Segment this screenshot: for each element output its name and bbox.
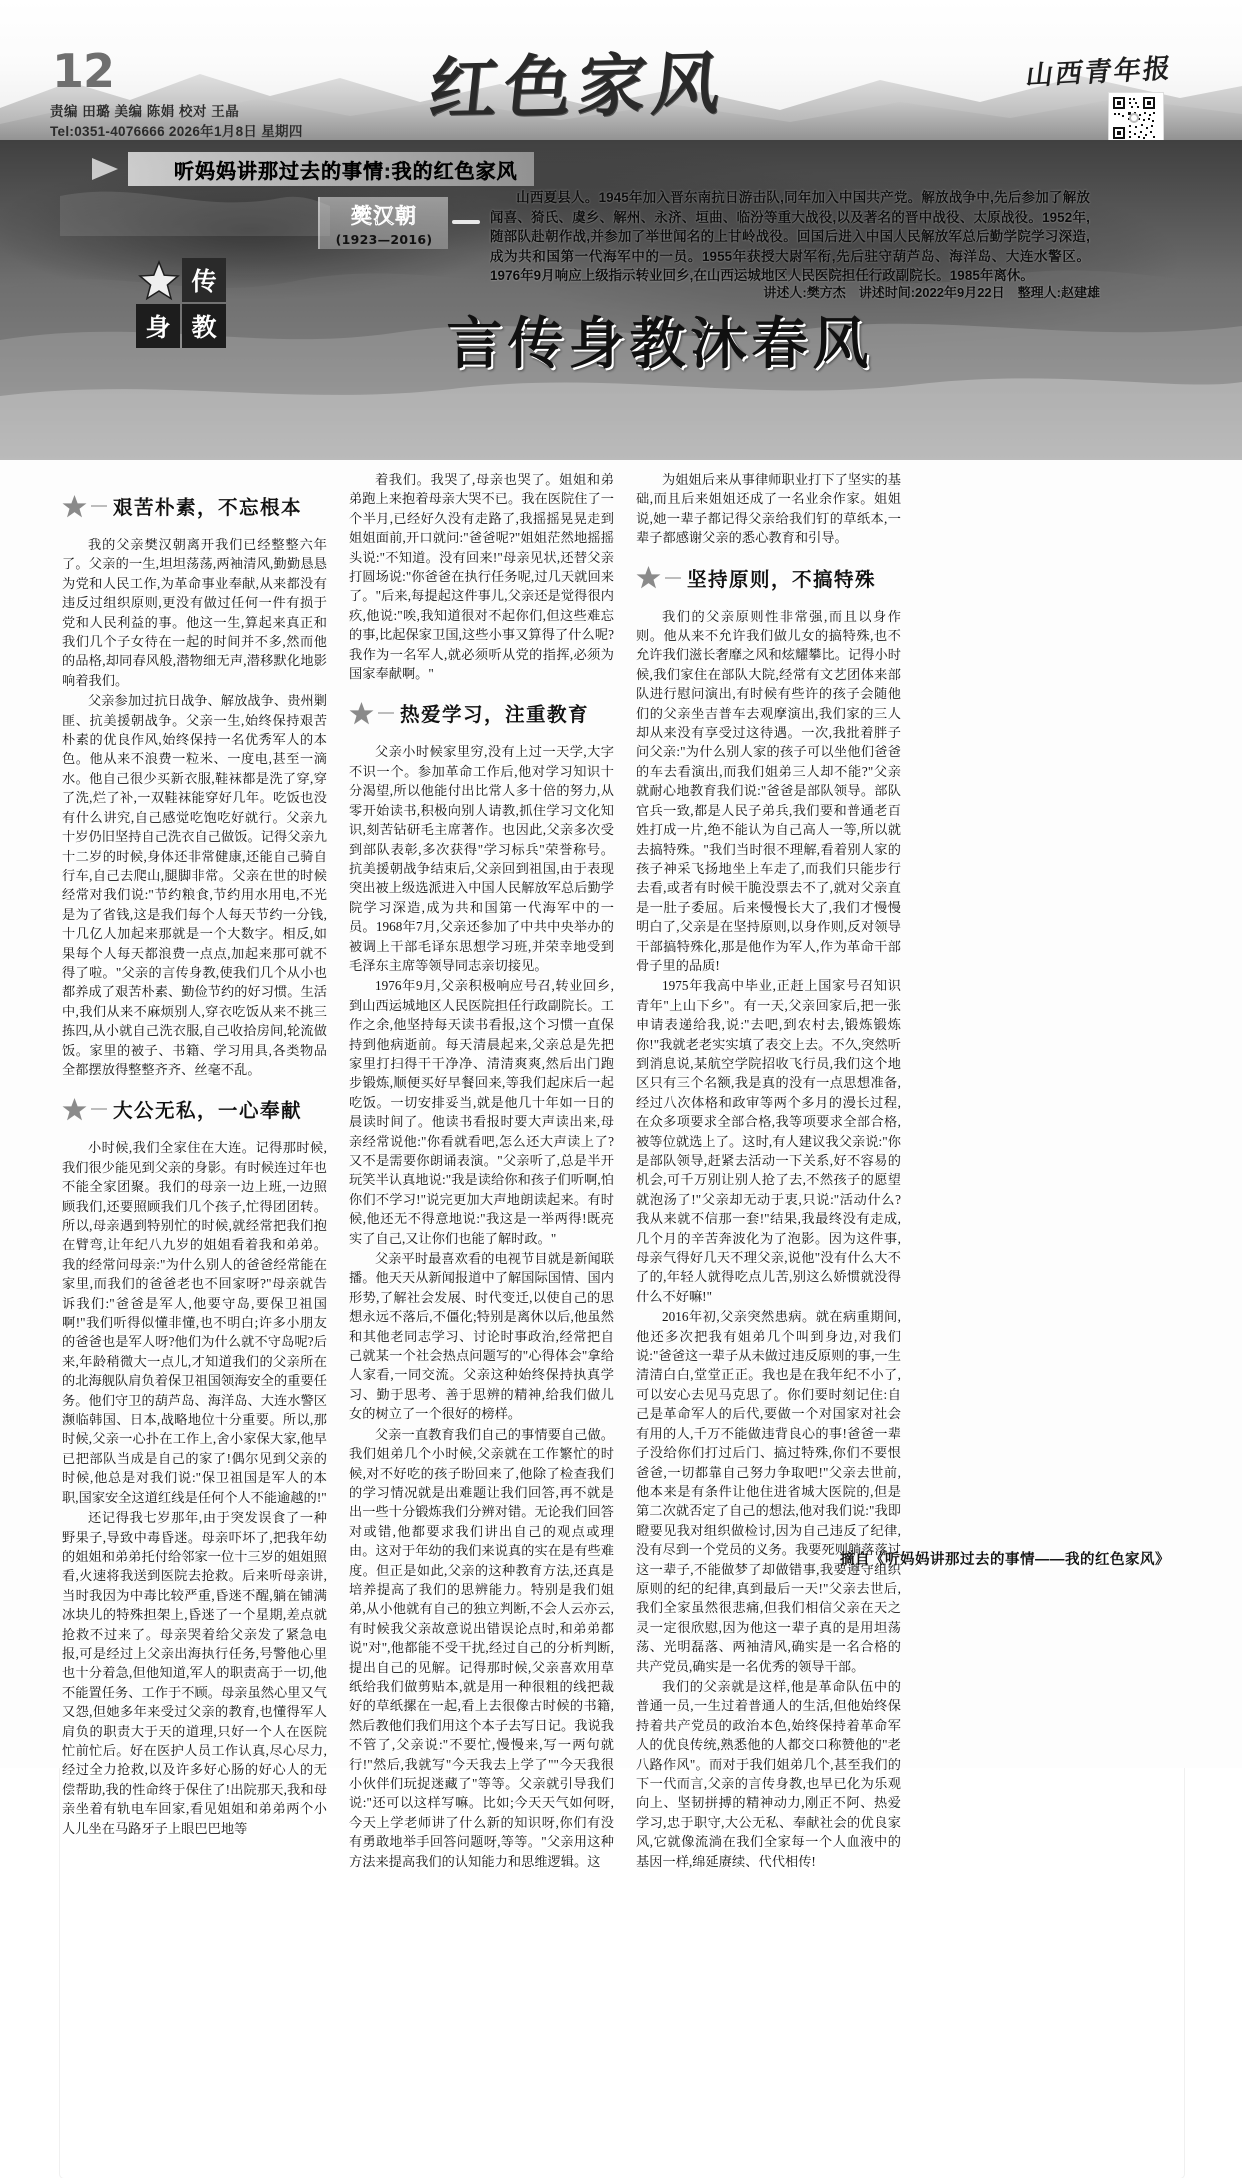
- star-emblem-icon: [138, 260, 180, 302]
- subject-nameplate: [318, 197, 448, 249]
- article-paragraph: 1975年我高中毕业,正赶上国家号召知识青年"上山下乡"。有一天,父亲回家后,把一张申请表递给我,说:"去吧,到农村去,锻炼锻炼你!"我就老老实实填了表交上去。不久,突然听到消息说,某航空学院招收飞行员,我们这个地区只有三个名额,我是真的没有一点思想准备,经过八次体格和政审等两个多月的漫长过程,在众多项要求全部合格,我等项要求全部合格,被等位就选上了。这时,有人建议我父亲说:"你是部队领导,赶紧去活动一下关系,好不容易的机会,可千万别让别人抢了去,不然孩子的愿望就泡汤了!"父亲却无动于衷,只说:"活动什么?我从来就不信那一套!"结果,我最终没有走成,几个月的辛苦奔波化为了泡影。因为这件事,母亲气得好几天不理父亲,说他"没有什么大不了的,年轻人就得吃点儿苦,别这么娇惯就没得什么不好嘛!": [636, 978, 901, 1304]
- heading-rule: [91, 1108, 107, 1110]
- section-heading: [349, 693, 614, 733]
- article-paragraph: 为姐姐后来从事律师职业打下了坚实的基础,而且后来姐姐还成了一名业余作家。姐姐说,她一辈子都记得父亲给我们钉的草纸本,一辈子都感谢父亲的悉心教育和引导。: [636, 472, 901, 546]
- article-paragraph: 1976年9月,父亲积极响应号召,转业回乡,到山西运城地区人民医院担任行政副院长。工作之余,他坚持每天读书看报,这个习惯一直保持到他病逝前。每天清晨起来,父亲总是先把家里打扫得干干净净、清清爽爽,然后出门跑步锻炼,顺便买好早餐回来,等我们起床后一起吃饭。一切安排妥当,就是他几十年如一日的晨读时间了。他读书看报时要大声读出来,母亲经常说他:"你看就看吧,怎么还大声读上了?又不是需要你朗诵表演。"父亲听了,总是半开玩笑半认真地说:"我是读给你和孩子们听啊,怕你们不学习!"说完更加大声地朗读起来。有时候,他还无不得意地说:"我这是一举两得!既亮实了自己,又让你们也能了解时政。": [349, 978, 614, 1246]
- article-paragraph: 父亲小时候家里穷,没有上过一天学,大字不识一个。参加革命工作后,他对学习知识十分渴望,所以他能付出比常人多十倍的努力,从零开始读书,积极向别人请教,抓住学习文化知识,刻苦钻研毛主席著作。也因此,父亲多次受到部队表彰,多次获得"学习标兵"荣誉称号。抗美援朝战争结束后,父亲回到祖国,由于表现突出被上级选派进入中国人民解放军总后勤学院学习深造,成为共和国第一代海军中的一员。1968年7月,父亲还参加了中共中央举办的被调上干部毛译东思想学习班,并荣幸地受到毛泽东主席等领导同志亲切接见。: [349, 744, 614, 973]
- article-column-3: [636, 470, 901, 1869]
- nameplate-dash-icon: [452, 220, 480, 224]
- article-columns: [62, 470, 1182, 1869]
- subject-years: (1923—2016): [335, 231, 433, 247]
- emblem-char-chuan: 传: [182, 258, 226, 302]
- contact-date-line: Tel:0351-4076666 2026年1月8日 星期四: [50, 124, 303, 139]
- star-icon: [62, 494, 87, 519]
- newspaper-name: 山西青年报: [1024, 53, 1175, 92]
- series-banner-label: 听妈妈讲那过去的事情:我的红色家风: [128, 152, 534, 186]
- section-heading: [62, 486, 327, 526]
- article-paragraph: 父亲平时最喜欢看的电视节目就是新闻联播。他天天从新闻报道中了解国际国情、国内形势,了解社会发展、时代变迁,以使自己的思想永远不落后,不僵化;特别是离休以后,他虽然和其他老同志学习、讨论时事政治,经常把自己就某一个社会热点问题写的"心得体会"拿给人家看,一同交流。父亲这种始终保持执真学习、勤于思考、善于思辨的精神,给我们做儿女的树立了一个很好的榜样。: [349, 1251, 614, 1422]
- article-body: [0, 470, 1242, 1869]
- narration-credit: 讲述人:樊方杰 讲述时间:2022年9月22日 整理人:赵建雄: [763, 285, 1100, 300]
- section-heading-label: 艰苦朴素，不忘根本: [113, 496, 303, 519]
- star-icon: [636, 565, 661, 590]
- heading-rule: [91, 505, 107, 507]
- article-headline: 言传身教沐春风: [446, 312, 874, 377]
- article-column-1: [62, 470, 327, 1836]
- section-heading: [636, 558, 901, 598]
- subject-biography: [490, 188, 1090, 286]
- article-paragraph: 我们的父亲原则性非常强,而且以身作则。他从来不允许我们做儿女的搞特殊,也不允许我们滋长奢靡之风和炫耀攀比。记得小时候,我们家住在部队大院,经常有文艺团体来部队进行慰问演出,有时候有些许的孩子会随他们的父亲坐吉普车去观摩演出,我们家的三人却从来没有享受过这待遇。一次,我批着胖子问父亲:"为什么别人家的孩子可以坐他们爸爸的车去看演出,而我们姐弟三人却不能?"父亲就耐心地教育我们说:"爸爸是部队领导。部队官兵一致,都是人民子弟兵,我们要和普通老百姓打成一片,绝不能认为自己高人一等,所以就去搞特殊。"我们当时很不理解,看着别人家的孩子神采飞扬地坐上车走了,而我们只能步行去看,或者有时候干脆没票去不了,就对父亲直是一肚子委屈。后来慢慢长大了,我们才慢慢明白了,父亲是在坚持原则,以身作则,反对领导干部搞特殊化,那是他作为军人,作为革命干部骨子里的品质!: [636, 608, 901, 973]
- article-paragraph: 还记得我七岁那年,由于突发误食了一种野果子,导致中毒昏迷。母亲吓坏了,把我年幼的姐姐和弟弟托付给邻家一位十三岁的姐姐照看,火速将我送到医院去抢救。后来听母亲讲,当时我因为中毒比较严重,昏迷不醒,躺在铺满冰块儿的特殊担架上,昏迷了一个星期,差点就抢救不过来了。母亲哭着给父亲发了紧急电报,可是经过上父亲出海执行任务,号警他心里也十分着急,但他知道,军人的职责高于一切,他不能置任务、工作于不顾。母亲虽然心里又气又怨,但她多年来受过父亲的教育,也懂得军人肩负的职责大于天的道理,只好一个人在医院忙前忙后。好在医护人员工作认真,尽心尽力,经过全力抢救,以及许多好心肠的好心人的无偿帮助,我的性命终于保住了!出院那天,我和母亲坐着有轨电车回家,看见姐姐和弟弟两个小人儿坐在马路牙子上眼巴巴地等: [62, 1510, 327, 1836]
- article-column-2: [349, 470, 614, 1869]
- biography-text: 山西夏县人。1945年加入晋东南抗日游击队,同年加入中国共产党。解放战争中,先后参加了解放闻喜、猗氏、虞乡、解州、永济、垣曲、临汾等重大战役,以及著名的晋中战役、太原战役。1952年,随部队赴朝作战,并参加了举世闻名的上甘岭战役。回国后进入中国人民解放军总后勤学院学习深造,成为共和国第一代海军中的一员。1955年获授大尉军衔,先后驻守葫芦岛、海洋岛、大连水警区。1976年9月响应上级指示转业回乡,在山西运城地区人民医院担任行政副院长。1985年离休。: [490, 190, 1090, 283]
- subject-name: 樊汉朝: [351, 204, 417, 228]
- section-title: 红色家风: [425, 43, 731, 131]
- hero-banner: [0, 140, 1242, 460]
- article-paragraph: 父亲参加过抗日战争、解放战争、贵州剿匪、抗美援朝战争。父亲一生,始终保持艰苦朴素的优良作风,始终保持一名优秀军人的本色。他从来不浪费一粒米、一度电,甚至一滴水。他自己很少买新衣服,鞋袜都是洗了穿,穿了洗,烂了补,一双鞋袜能穿好几年。吃饭也没有什么讲究,自己感觉吃饱吃好就行。父亲九十岁仍旧坚持自己洗衣自己做饭。记得父亲九十二岁的时候,身体还非常健康,还能自己骑自行车,自己去爬山,腿脚非常。父亲在世的时候经常对我们说:"节约粮食,节约用水用电,不光是为了省钱,这是我们每个人每天节约一分钱,十几亿人加起来那就是一个大数字。相反,如果每个人每天都浪费一点点,加起来那可就不得了啦。"父亲的言传身教,使我们几个从小也都养成了艰苦朴素、勤俭节约的好习惯。生活中,我们从来不麻烦别人,穿衣吃饭从来不挑三拣四,从小就自己洗衣服,自己收拾房间,轮流做饭。家里的被子、书籍、学习用具,各类物品全都摆放得整整齐齐、丝毫不乱。: [62, 693, 327, 1077]
- article-paragraph: 着我们。我哭了,母亲也哭了。姐姐和弟弟跑上来抱着母亲大哭不已。我在医院住了一个半月,已经好久没有走路了,我摇摇晃晃走到姐姐面前,开口就问:"爸爸呢?"姐姐茫然地摇摇头说:"不知道。没有回来!"母亲见状,还替父亲打圆场说:"你爸爸在执行任务呢,过几天就回来了。"后来,每提起这件事儿,父亲还是觉得很内疚,他说:"唉,我知道很对不起你们,但这些难忘的事,比起保家卫国,这些小事又算得了什么呢?我作为一名军人,就必须听从党的指挥,必须为国家奉献啊。": [349, 472, 614, 682]
- editor-credits-line: 责编 田璐 美编 陈娟 校对 王晶: [50, 104, 240, 119]
- article-paragraph: 2016年初,父亲突然患病。就在病重期间,他还多次把我有姐弟几个叫到身边,对我们说:"爸爸这一辈子从未做过违反原则的事,一生清清白白,堂堂正正。我也是在我年纪不小了,可以安心去见马克思了。你们要时刻记住:自己是革命军人的后代,要做一个对国家对社会有用的人,千万不能做违背良心的事!爸爸一辈子没给你们打过后门、搞过特殊,你们不要恨爸爸,一切都靠自己努力争取吧!"父亲去世前,他本来是有条件让他住进省城大医院的,但是第二次就否定了自己的想法,他对我们说:"我即瞪要见我对组织做检讨,因为自己违反了纪律,没有尽到一个党员的义务。我要死则躺落落过这一辈子,不能做梦了却做错事,我要遵守组织原则的纪的纪律,真到最后一天!"父亲去世后,我们全家虽然很悲痛,但我们相信父亲在天之灵一定很欣慰,因为他这一辈子真的是用坦荡荡、光明磊落、两袖清风,确实是一名合格的共产党员,确实是一名优秀的领导干部。: [636, 1309, 901, 1674]
- qr-code-icon[interactable]: [1108, 92, 1164, 140]
- emblem-yan-chuan-shen-jiao: [136, 258, 232, 350]
- section-heading: [62, 1089, 327, 1129]
- source-attribution: 摘自《听妈妈讲那过去的事情——我的红色家风》: [840, 1552, 1170, 1568]
- article-paragraph: 小时候,我们全家住在大连。记得那时候,我们很少能见到父亲的身影。有时候连过年也不能全家团聚。我们的母亲一边上班,一边照顾我们,还要照顾我们几个孩子,忙得团团转。所以,母亲遇到特别忙的时候,就经常把我们抱在臂弯,让年纪八九岁的姐姐看着我和弟弟。我的经常问母亲:"为什么别人的爸爸经常能在家里,而我们的爸爸老也不回家呀?"母亲就告诉我们:"爸爸是军人,他要守岛,要保卫祖国啊!"我们听得似懂非懂,也不明白;许多小朋友的爸爸也是军人呀?他们为什么就不守岛呢?后来,年龄稍微大一点儿,才知道我们的父亲所在的北海舰队肩负着保卫祖国领海安全的重要任务。他们守卫的葫芦岛、海洋岛、大连水警区濒临韩国、日本,战略地位十分重要。所以,那时候,父亲一心扑在工作上,舍小家保大家,他早已把部队当成是自己的家了!偶尔见到父亲的时候,他总是对我们说:"保卫祖国是军人的本职,国家安全这道红线是任何个人不能逾越的!": [62, 1140, 327, 1505]
- star-icon: [349, 701, 374, 726]
- section-heading-label: 坚持原则，不搞特殊: [687, 567, 877, 591]
- masthead: [0, 0, 1242, 140]
- article-paragraph: 我们的父亲就是这样,他是革命队伍中的普通一员,一生过着普通人的生活,但他始终保持着共产党员的政治本色,始终保持着革命军人的优良传统,熟悉他的人都交口称赞他的"老八路作风"。而对于我们姐弟几个,甚至我们的下一代而言,父亲的言传身教,也早已化为乐观向上、坚韧拼搏的精神动力,刚正不阿、热爱学习,忠于职守,大公无私、奉献社会的优良家风,它就像流淌在我们全家每一个人血液中的基因一样,绵延赓续、代代相传!: [636, 1678, 901, 1869]
- section-heading-label: 热爱学习，注重教育: [400, 703, 590, 727]
- page-number: 12: [52, 44, 115, 98]
- emblem-char-shen: 身: [136, 304, 180, 348]
- banner-arrow-icon: [92, 158, 118, 180]
- section-heading-label: 大公无私，一心奉献: [113, 1099, 303, 1123]
- star-icon: [62, 1097, 87, 1122]
- article-paragraph: 父亲一直教育我们自己的事情要自己做。我们姐弟几个小时候,父亲就在工作繁忙的时候,对不好吃的孩子盼回来了,他除了检查我们的学习情况就是出难题让我们回答,再不就是出一些十分锻炼我们分辨对错。无论我们回答对或错,他都要求我们讲出自己的观点或理由。这对于年幼的我们来说真的实在是有些难度。但正是如此,父亲的这种教育方法,还真是培养提高了我们的思辨能力。特别是我们姐弟,从小他就有自己的独立判断,不会人云亦云,有时候我父亲故意说出错误论点时,和弟弟都说"对",他都能不受干扰,经过自己的分析判断,提出自己的见解。记得那时候,父亲喜欢用草纸给我们做剪贴本,就是用一种很粗的线把裁好的草纸摞在一起,看上去很像古时候的书籍,然后教他们我们用这个本子去写日记。我说我不管了,父亲说:"不要忙,慢慢来,写一两句就行!"然后,我就写"今天我去上学了""今天我很小伙伴们玩捉迷藏了"等等。父亲就引导我们说:"还可以这样写嘛。比如;今天天气如何呀,今天上学老师讲了什么新的知识呀,你们有没有勇敢地举手回答问题呀,等等。"父亲用这种方法来提高我们的认知能力和思维逻辑。这: [349, 1426, 614, 1869]
- heading-rule: [378, 712, 394, 714]
- emblem-char-jiao: 教: [182, 304, 226, 348]
- heading-rule: [665, 577, 681, 579]
- article-paragraph: 我的父亲樊汉朝离开我们已经整整六年了。父亲的一生,坦坦荡荡,两袖清风,勤勤恳恳为党和人民工作,为革命事业奉献,从来都没有违反过组织原则,更没有做过任何一件有损于党和人民利益的事。他这一生,算起来真正和我们几个子女待在一起的时间并不多,然而他的品格,却同春风般,潜物细无声,潜移默化地影响着我们。: [62, 537, 327, 688]
